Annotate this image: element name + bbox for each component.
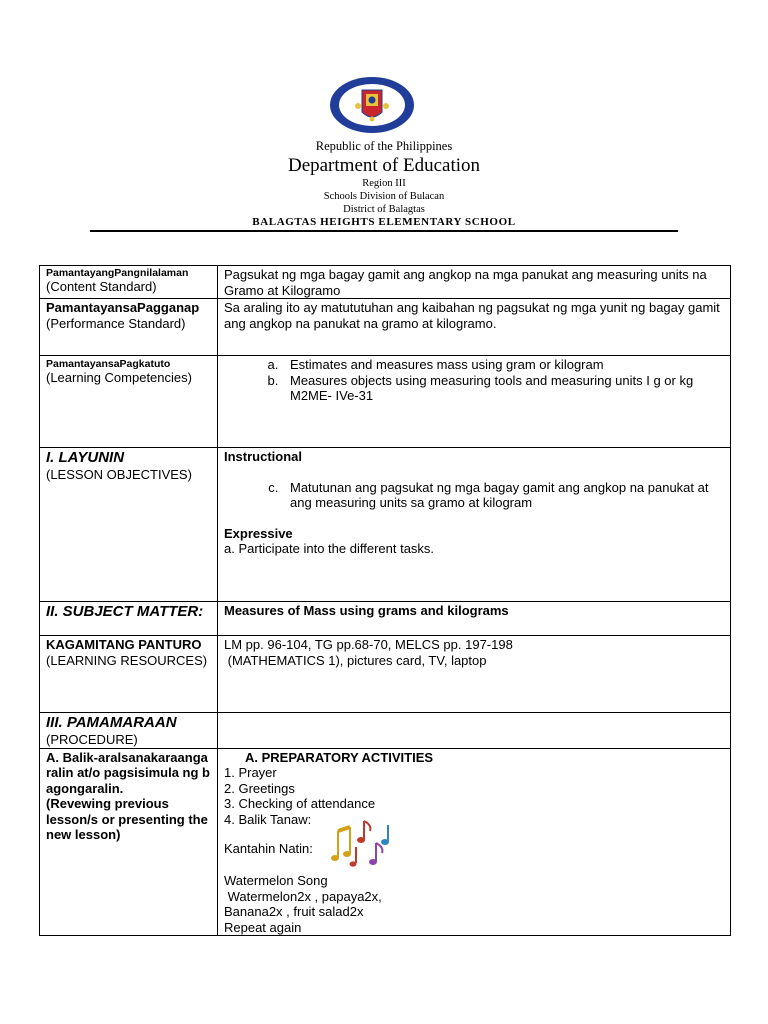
resources-line: (MATHEMATICS 1), pictures card, TV, laptop [224,652,487,668]
kantahin-label: Kantahin Natin: [224,841,313,856]
song-title: Watermelon Song [224,873,328,888]
label-english: (Learning Competencies) [46,370,192,385]
label-cell [40,266,218,299]
row-content-standard [40,266,731,299]
label-cell [40,356,218,448]
label-cell [40,713,218,749]
list-item: a. Estimates and measures mass using gram or kilogram [282,357,724,373]
label-cell [40,448,218,602]
label-english: (LESSON OBJECTIVES) [46,467,192,482]
label-english: (Performance Standard) [46,315,186,331]
expressive-heading: Expressive [224,525,293,541]
resources-line: LM pp. 96-104, TG pp.68-70, MELCS pp. 197-198 [224,637,513,652]
content-standard-text: Pagsukat ng mga bagay gamit ang angkop na mga panukat ang measuring units na Gramo at Kilogramo [224,267,707,298]
content-cell [218,602,731,636]
expressive-item: a. Participate into the different tasks. [224,541,435,556]
list-item: 4. Balik Tanaw: [224,811,312,827]
section-heading: II. SUBJECT MATTER: [46,603,204,620]
competency-list [224,357,724,388]
lesson-plan-table [39,265,731,936]
label-bold: PamantayansaPagganap [46,300,200,315]
row-objectives [40,448,731,602]
section-heading: I. LAYUNIN [46,449,125,466]
row-performance-standard [40,299,731,356]
content-cell [218,448,731,602]
label-english: (PROCEDURE) [46,732,138,747]
song-line: Banana2x , fruit salad2x [224,904,364,919]
content-cell [218,713,731,749]
row-learning-competencies [40,356,731,448]
song-line: Watermelon2x , papaya2x, [224,888,382,904]
content-cell [218,266,731,299]
list-item: c. Matutunan ang pagsukat ng mga bagay gamit ang angkop na panukat at ang measuring units sa gramo at kilogram [282,480,724,511]
district-line: District of Balagtas [343,204,425,215]
row-review [40,748,731,936]
competency-code: M2ME- IVe-31 [290,388,374,403]
preparatory-heading: A. PREPARATORY ACTIVITIES [245,749,434,765]
division-line: Schools Division of Bulacan [323,191,445,202]
content-cell [218,356,731,448]
label-cell [40,602,218,636]
republic-line: Republic of the Philippines [315,139,453,153]
school-name: BALAGTAS HEIGHTS ELEMENTARY SCHOOL [252,216,516,228]
label-bold: PamantayangPangnilalaman [46,267,189,279]
row-subject-matter [40,602,731,636]
list-item: 2. Greetings [224,780,295,796]
region-line: Region III [362,178,406,189]
list-item: b. Measures objects using measuring tools and measuring units I g or kg [282,373,724,389]
content-cell [218,636,731,713]
performance-standard-text: Sa araling ito ay matututuhan ang kaibahan ng pagsukat ng mga yunit ng bagay gamit ang angkop na panukat na gramo at kilogramo. [224,300,720,331]
instructional-heading: Instructional [224,449,303,464]
letterhead [0,0,768,240]
label-bold: PamantayansaPagkatuto [46,358,171,370]
row-procedure [40,713,731,749]
objective-list [224,480,724,511]
header-divider [90,230,678,232]
label-bold: KAGAMITANG PANTURO [46,637,202,652]
list-item: 3. Checking of attendance [224,796,376,811]
section-heading: III. PAMAMARAAN [46,714,177,731]
kantahin-line [224,827,724,873]
row-learning-resources [40,636,731,713]
song-line: Repeat again [224,919,302,935]
list-item: 1. Prayer [224,765,277,780]
subject-matter-text: Measures of Mass using grams and kilograms [224,603,509,618]
department-title: Department of Education [287,155,481,176]
deped-seal-icon [328,76,416,134]
label-bold-english: (Revewing previous lesson/s or presenting the new lesson) [46,796,208,842]
label-cell [40,636,218,713]
content-cell [218,299,731,356]
label-cell [40,748,218,936]
label-english: (LEARNING RESOURCES) [46,652,208,668]
label-english: (Content Standard) [46,279,157,294]
label-bold: A. Balik-aralsanakaraangaralin at/o pagsisimula ng bagongaralin. [46,749,210,796]
label-cell [40,299,218,356]
content-cell [218,748,731,936]
music-notes-icon [330,817,396,871]
